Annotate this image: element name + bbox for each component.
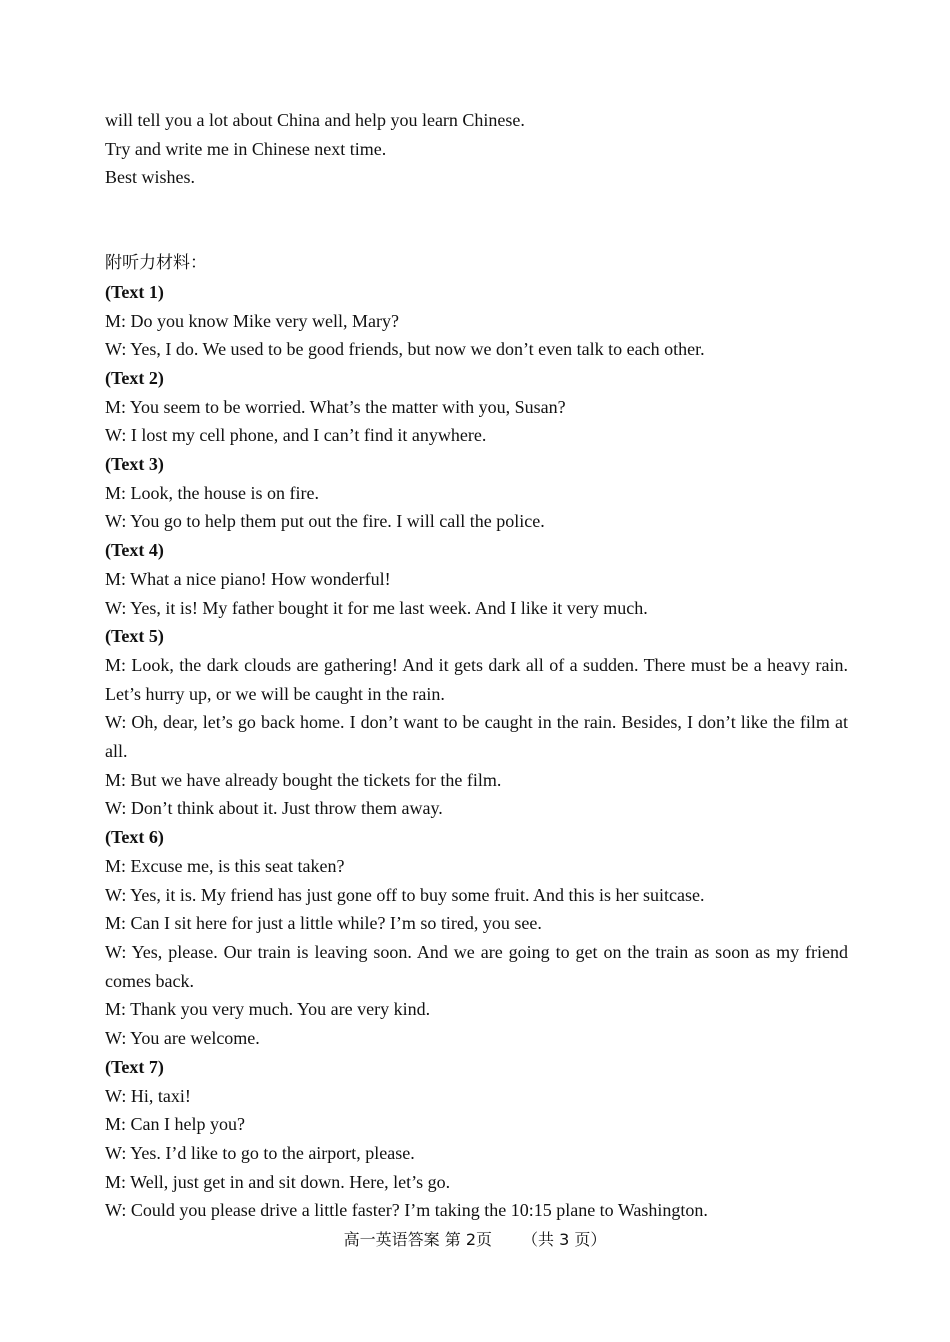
dialogue-line: M: Thank you very much. You are very kind. (105, 999, 431, 1020)
listening-heading: 附听力材料： (105, 253, 207, 274)
dialogue-line: M: What a nice piano! How wonderful! (105, 568, 391, 589)
dialogue-line: W: You are welcome. (105, 1028, 260, 1049)
text-label: (Text 4) (105, 540, 164, 561)
section-spacer (105, 192, 848, 249)
text-label: (Text 6) (105, 827, 164, 848)
dialogue-line: M: Look, the house is on fire. (105, 482, 319, 503)
dialogue-line: M: Do you know Mike very well, Mary? (105, 310, 399, 331)
letter-line: Try and write me in Chinese next time. (105, 138, 387, 159)
dialogue-line: W: Yes, I do. We used to be good friends, but now we don’t even talk to each other. (105, 339, 705, 360)
dialogue-line: W: Oh, dear, let’s go back home. I don’t want to be caught in the rain. Besides, I don’t like the film at all. (105, 712, 848, 762)
dialogue-line: W: Yes, it is! My father bought it for me last week. And I like it very much. (105, 597, 648, 618)
document-body (105, 106, 848, 1225)
dialogue-line: W: Yes, please. Our train is leaving soon. And we are going to get on the train as soon as my friend comes back. (105, 941, 848, 991)
dialogue-line: M: Can I sit here for just a little while? I’m so tired, you see. (105, 913, 542, 934)
dialogue-line: M: Excuse me, is this seat taken? (105, 855, 345, 876)
dialogue-line: W: Yes, it is. My friend has just gone off to buy some fruit. And this is her suitcase. (105, 884, 705, 905)
dialogue-line: M: Can I help you? (105, 1114, 245, 1135)
dialogue-line: W: I lost my cell phone, and I can’t find it anywhere. (105, 425, 487, 446)
footer-total-pages: （共 3 页） (522, 1230, 607, 1249)
text-label: (Text 5) (105, 626, 164, 647)
text-label: (Text 3) (105, 454, 164, 475)
dialogue-line: M: Well, just get in and sit down. Here, let’s go. (105, 1171, 451, 1192)
dialogue-line: M: Look, the dark clouds are gathering! And it gets dark all of a sudden. There must be a heavy rain. Let’s hurry up, or we will be caught in the rain. (105, 654, 848, 704)
dialogue-line: M: You seem to be worried. What’s the matter with you, Susan? (105, 396, 566, 417)
dialogue-line: M: But we have already bought the tickets for the film. (105, 769, 502, 790)
letter-closing: Best wishes. (105, 167, 195, 188)
dialogue-line: W: Could you please drive a little faster? I’m taking the 10:15 plane to Washington. (105, 1200, 708, 1221)
footer-page-number: 高一英语答案 第 2页 (343, 1230, 492, 1249)
text-label: (Text 7) (105, 1056, 164, 1077)
dialogue-line: W: Yes. I’d like to go to the airport, please. (105, 1142, 415, 1163)
dialogue-line: W: Hi, taxi! (105, 1085, 191, 1106)
text-label: (Text 1) (105, 281, 164, 302)
page-footer (0, 1228, 950, 1252)
text-label: (Text 2) (105, 367, 164, 388)
dialogue-line: W: You go to help them put out the fire. I will call the police. (105, 511, 545, 532)
letter-line: will tell you a lot about China and help you learn Chinese. (105, 110, 525, 130)
dialogue-line: W: Don’t think about it. Just throw them away. (105, 798, 443, 819)
